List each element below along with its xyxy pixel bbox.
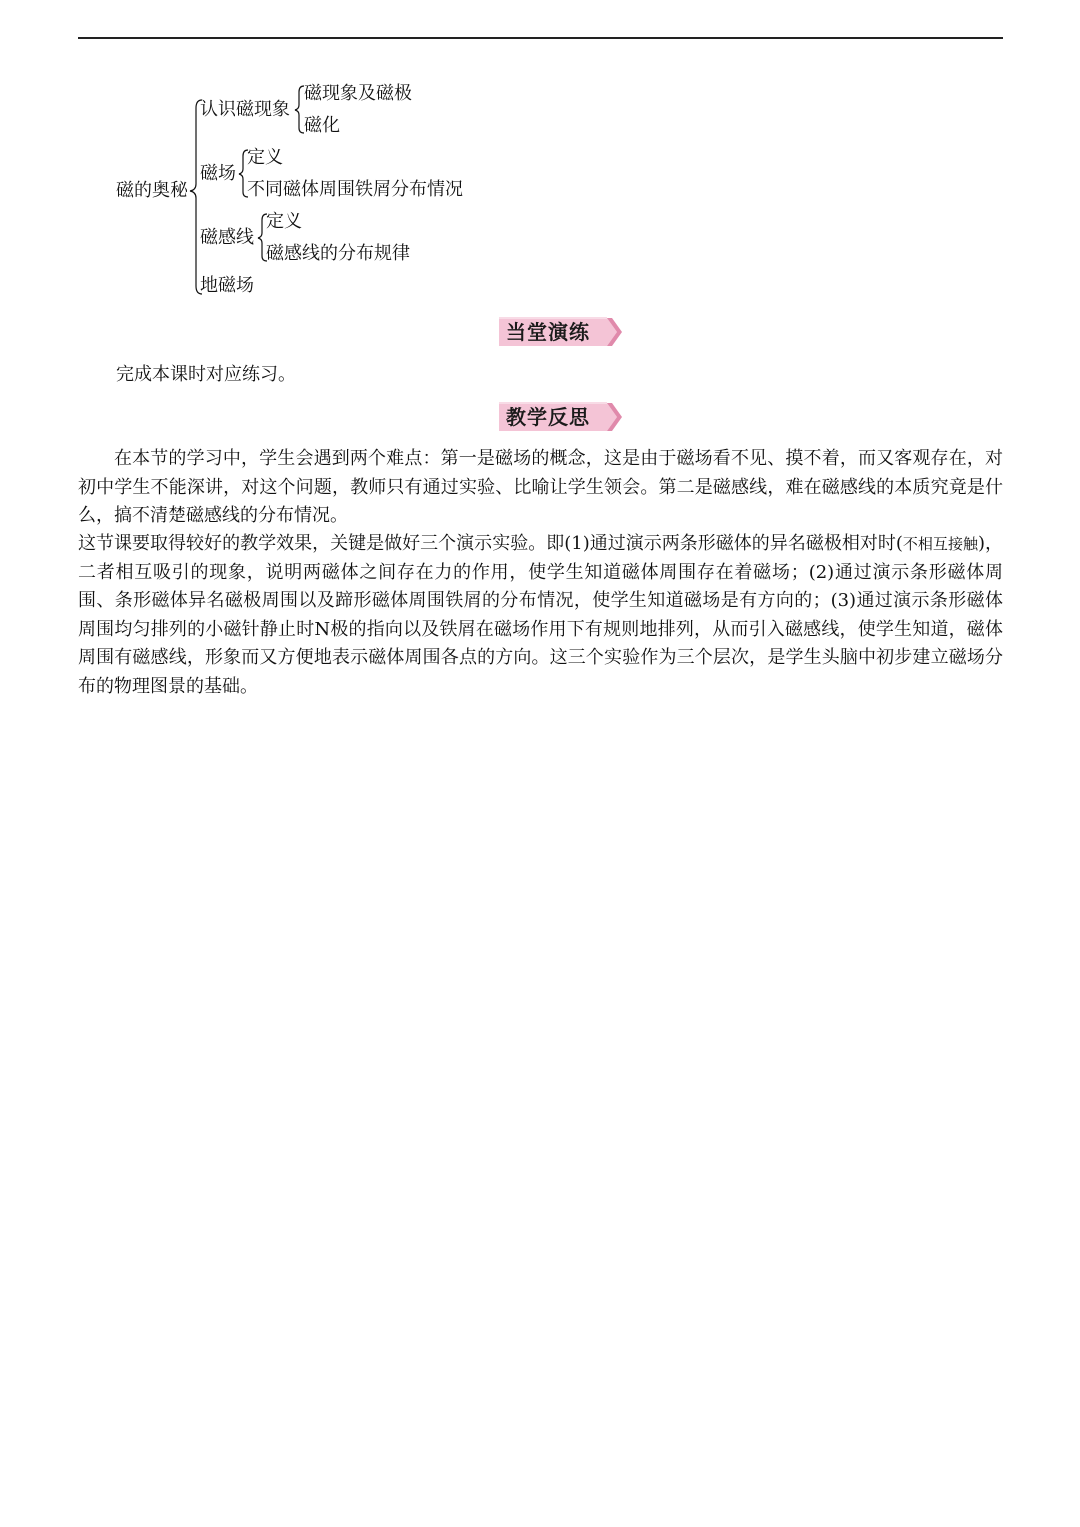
para2-small-note: 不相互接触 (902, 535, 978, 553)
para2-part-b: )，二者相互吸引的现象，说明两磁体之间存在力的作用，使学生知道磁体周围存在着磁场；(2)通过演示条形磁体周围、条形磁体异名磁极周围以及蹄形磁体周围铁屑的分布情况，使学生知道磁场是有方向的；(3)通过演示条形磁体周围均匀排列的小磁针静止时N极的指向以及铁屑在磁场作用下有规则地排列，从而引入磁感线，使学生知道，磁体周围有磁感线，形象而又方便地表示磁体周围各点的方向。这三个实验作为三个层次，是学生头脑中初步建立磁场分布的物理图景的基础。 (78, 533, 1003, 697)
reflection-banner (499, 402, 623, 432)
branch-label-4: 地磁场 (200, 275, 254, 296)
main-brace (190, 100, 202, 294)
reflection-paragraph-2 (78, 530, 1003, 702)
practice-banner (499, 317, 623, 347)
outline-braces (0, 0, 1080, 320)
reflection-title: 教学反思 (506, 405, 590, 429)
reflection-paragraph-1: 在本节的学习中，学生会遇到两个难点：第一是磁场的概念，这是由于磁场看不见、摸不着，而又客观存在，对初中学生不能深讲，对这个问题，教师只有通过实验、比喻让学生领会。第二是磁感线，难在磁感线的本质究竟是什么，搞不清楚磁感线的分布情况。 (78, 448, 1003, 527)
brace-1 (295, 86, 304, 133)
outline-root: 磁的奥秘 (116, 180, 188, 201)
branch-1-child-1: 磁现象及磁极 (304, 83, 412, 104)
branch-3-child-1: 定义 (266, 211, 302, 232)
branch-2-child-1: 定义 (247, 147, 283, 168)
branch-label-3: 磁感线 (200, 227, 254, 248)
practice-text: 完成本课时对应练习。 (116, 364, 296, 385)
branch-label-2: 磁场 (200, 163, 236, 184)
para2-part-a: 这节课要取得较好的教学效果，关键是做好三个演示实验。即(1)通过演示两条形磁体的异名磁极相对时( (78, 533, 903, 554)
branch-label-1: 认识磁现象 (200, 99, 290, 120)
branch-3-child-2: 磁感线的分布规律 (266, 243, 410, 264)
branch-2-child-2: 不同磁体周围铁屑分布情况 (247, 179, 463, 200)
branch-1-child-2: 磁化 (304, 115, 340, 136)
practice-title: 当堂演练 (506, 320, 590, 344)
